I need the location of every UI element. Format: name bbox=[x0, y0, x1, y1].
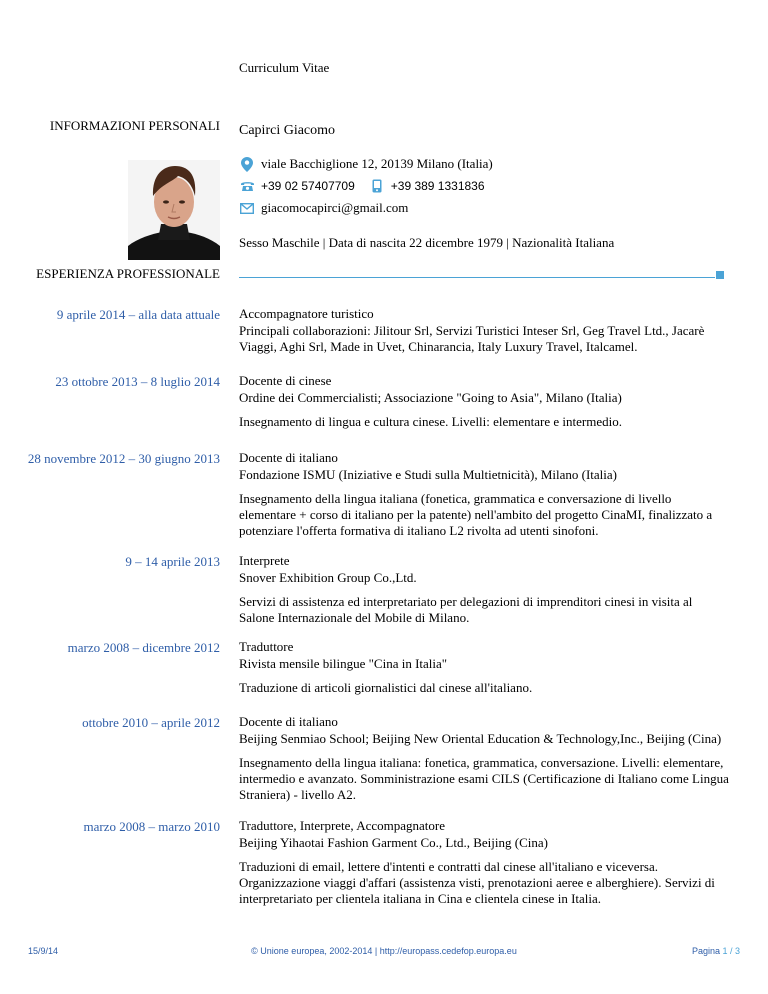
phone-row bbox=[239, 178, 485, 194]
entry-date: marzo 2008 – marzo 2010 bbox=[83, 819, 220, 834]
entry-description: Traduzioni di email, lettere d'intenti e contratti dal cinese all'italiano e viceversa. Organizzazione viaggi d'affari (assistenza visti, prenotazioni aeree e alberghiere). Servizi di interpretariato per clientela italiana in Cina e clientela cinese in Italia. bbox=[239, 859, 715, 906]
entry-employer: Snover Exhibition Group Co.,Ltd. bbox=[239, 570, 417, 585]
entry-body bbox=[239, 373, 729, 430]
footer-copyright[interactable]: © Unione europea, 2002-2014 | http://europass.cedefop.europa.eu bbox=[251, 946, 517, 956]
entry-employer: Fondazione ISMU (Iniziative e Studi sulla Multietnicità), Milano (Italia) bbox=[239, 467, 617, 482]
entry-body bbox=[239, 306, 729, 355]
full-name: Capirci Giacomo bbox=[239, 123, 336, 138]
email-envelope-icon bbox=[239, 200, 255, 216]
entry-body bbox=[239, 639, 729, 696]
entry-date: marzo 2008 – dicembre 2012 bbox=[67, 640, 220, 655]
entry-date: 23 ottobre 2013 – 8 luglio 2014 bbox=[55, 374, 220, 389]
mobile-phone-icon bbox=[369, 178, 385, 194]
location-pin-icon bbox=[239, 156, 255, 172]
entry-body bbox=[239, 714, 729, 803]
page-label: Pagina bbox=[691, 946, 720, 956]
entry-date: 28 novembre 2012 – 30 giugno 2013 bbox=[27, 451, 220, 466]
entry-body bbox=[239, 553, 729, 626]
section-divider bbox=[239, 277, 715, 278]
address-row bbox=[239, 156, 493, 172]
entry-description: Insegnamento della lingua italiana (fonetica, grammatica e conversazione di livello elementare + corso di italiano per la patente) nell'ambito del progetto CinaMI, finalizzato a potenziare l'offerta formativa di italiano L2 rivolta ad utenti sinofoni. bbox=[239, 491, 713, 538]
entry-description: Insegnamento della lingua italiana: fonetica, grammatica, conversazione. Livelli: elementare, intermedio e avanzato. Somministrazione esami CILS (Certificazione di Italiano come Lingua Straniera) - livello A2. bbox=[239, 755, 729, 802]
phone-icon bbox=[239, 178, 255, 194]
entry-employer: Ordine dei Commercialisti; Associazione "Going to Asia", Milano (Italia) bbox=[239, 390, 622, 405]
personal-info-label: INFORMAZIONI PERSONALI bbox=[49, 118, 220, 133]
entry-role: Docente di cinese bbox=[239, 373, 332, 388]
page-count: 1 / 3 bbox=[722, 946, 740, 956]
entry-date: 9 aprile 2014 – alla data attuale bbox=[56, 307, 220, 322]
entry-body bbox=[239, 450, 729, 539]
address-text: viale Bacchiglione 12, 20139 Milano (Italia) bbox=[261, 156, 493, 171]
phone-text: +39 02 57407709 bbox=[261, 179, 355, 193]
entry-role: Accompagnatore turistico bbox=[239, 306, 374, 321]
entry-role: Traduttore, Interprete, Accompagnatore bbox=[239, 818, 446, 833]
experience-label: ESPERIENZA PROFESSIONALE bbox=[36, 266, 220, 281]
profile-photo bbox=[128, 160, 220, 260]
entry-body bbox=[239, 818, 729, 907]
section-divider-square bbox=[716, 271, 724, 279]
mobile-text: +39 389 1331836 bbox=[390, 179, 485, 193]
entry-role: Traduttore bbox=[239, 639, 294, 654]
entry-date: 9 – 14 aprile 2013 bbox=[125, 554, 220, 569]
entry-role: Docente di italiano bbox=[239, 714, 338, 729]
email-text[interactable]: giacomocapirci@gmail.com bbox=[261, 200, 409, 215]
email-row bbox=[239, 200, 408, 216]
personal-details: Sesso Maschile | Data di nascita 22 dicembre 1979 | Nazionalità Italiana bbox=[239, 235, 615, 250]
entry-employer: Beijing Yihaotai Fashion Garment Co., Ltd., Beijing (Cina) bbox=[239, 835, 548, 850]
footer-page-number bbox=[692, 946, 740, 956]
entry-description: Traduzione di articoli giornalistici dal cinese all'italiano. bbox=[239, 680, 533, 695]
entry-description: Servizi di assistenza ed interpretariato per delegazioni di imprenditori cinesi in visita al Salone Internazionale del Mobile di Milano. bbox=[239, 594, 693, 625]
entry-employer: Rivista mensile bilingue "Cina in Italia" bbox=[239, 656, 448, 671]
footer-date: 15/9/14 bbox=[28, 946, 59, 956]
entry-employer: Principali collaborazioni: Jilitour Srl, Servizi Turistici Inteser Srl, Geg Travel Ltd., Jacarè Viaggi, Aghi Srl, Made in Uvet, Chinarancia, Italy Luxury Travel, Italcamel. bbox=[239, 323, 705, 354]
entry-role: Docente di italiano bbox=[239, 450, 338, 465]
document-title: Curriculum Vitae bbox=[239, 60, 330, 75]
entry-description: Insegnamento di lingua e cultura cinese. Livelli: elementare e intermedio. bbox=[239, 414, 622, 429]
entry-date: ottobre 2010 – aprile 2012 bbox=[82, 715, 220, 730]
entry-role: Interprete bbox=[239, 553, 290, 568]
entry-employer: Beijing Senmiao School; Beijing New Oriental Education & Technology,Inc., Beijing (Cina) bbox=[239, 731, 722, 746]
